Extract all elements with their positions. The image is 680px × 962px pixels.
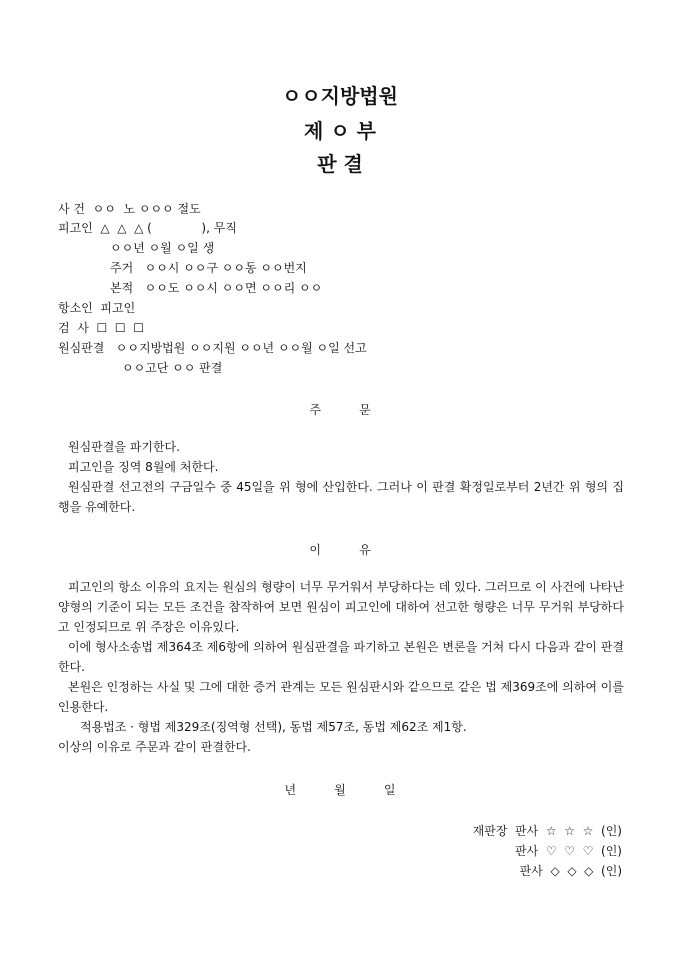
domicile-line: 본적 ㅇㅇ도 ㅇㅇ시 ㅇㅇ면 ㅇㅇ리 ㅇㅇ — [110, 281, 323, 295]
signature-presiding-judge: 재판장 판사 ☆ ☆ ☆ (인) — [472, 824, 622, 838]
case-line: 사 건 ㅇㅇ 노 ㅇㅇㅇ 절도 — [58, 202, 201, 216]
reason-paragraph: 이에 형사소송법 제364조 제6항에 의하여 원심판결을 파기하고 본원은 변론을 거쳐 다시 다음과 같이 판결한다. — [58, 640, 624, 674]
reason-paragraph: 피고인의 항소 이유의 요지는 원심의 형량이 너무 무거워서 부당하다는 데 있다. 그러므로 이 사건에 나타난 양형의 기준이 되는 모든 조건을 참작하여 보면 원심이 피고인에 대하여 선고한 형량은 너무 무거워 부당하다고 인정되므로 위 주장은 이유있다. — [58, 580, 624, 634]
birth-line: ㅇㅇ년 ㅇ월 ㅇ일 생 — [110, 241, 215, 255]
prosecutor-line: 검 사 ☐ ☐ ☐ — [58, 321, 144, 335]
defendant-line: 피고인 △ △ △ ( ), 무직 — [58, 221, 237, 235]
division-name: 제 ㅇ 부 — [304, 119, 376, 143]
order-line: 원심판결을 파기한다. — [68, 440, 180, 454]
applied-law-line: 적용법조 · 형법 제329조(징역형 선택), 동법 제57조, 동법 제62조 제1항. — [80, 720, 467, 734]
order-line: 원심판결 선고전의 구금일수 중 45일을 위 형에 산입한다. 그러나 이 판결 확정일로부터 2년간 위 형의 집행을 유예한다. — [58, 480, 624, 514]
reasons-section — [58, 577, 624, 757]
address-line: 주거 ㅇㅇ시 ㅇㅇ구 ㅇㅇ동 ㅇㅇ번지 — [110, 261, 307, 275]
original-judgment-line: 원심판결 ㅇㅇ지방법원 ㅇㅇ지원 ㅇㅇ년 ㅇㅇ월 ㅇ일 선고 — [58, 341, 367, 355]
conclusion-line: 이상의 이유로 주문과 같이 판결한다. — [58, 740, 251, 754]
document-type: 판 결 — [317, 152, 363, 176]
order-line: 피고인을 징역 8월에 처한다. — [68, 460, 219, 474]
date-line: 년 월 일 — [284, 783, 396, 797]
court-name: ㅇㅇ지방법원 — [282, 84, 398, 108]
signature-judge: 판사 ◇ ◇ ◇ (인) — [519, 864, 622, 878]
original-judgment-line-2: ㅇㅇ고단 ㅇㅇ 판결 — [122, 361, 223, 375]
order-section — [58, 437, 624, 517]
order-heading: 주 문 — [309, 403, 371, 417]
signature-judge: 판사 ♡ ♡ ♡ (인) — [515, 844, 622, 858]
reason-paragraph: 본원은 인정하는 사실 및 그에 대한 증거 관계는 모든 원심판시와 같으므로 같은 법 제369조에 의하여 이를 인용한다. — [58, 680, 624, 714]
reasons-heading: 이 유 — [309, 543, 371, 557]
appellant-line: 항소인 피고인 — [58, 301, 136, 315]
